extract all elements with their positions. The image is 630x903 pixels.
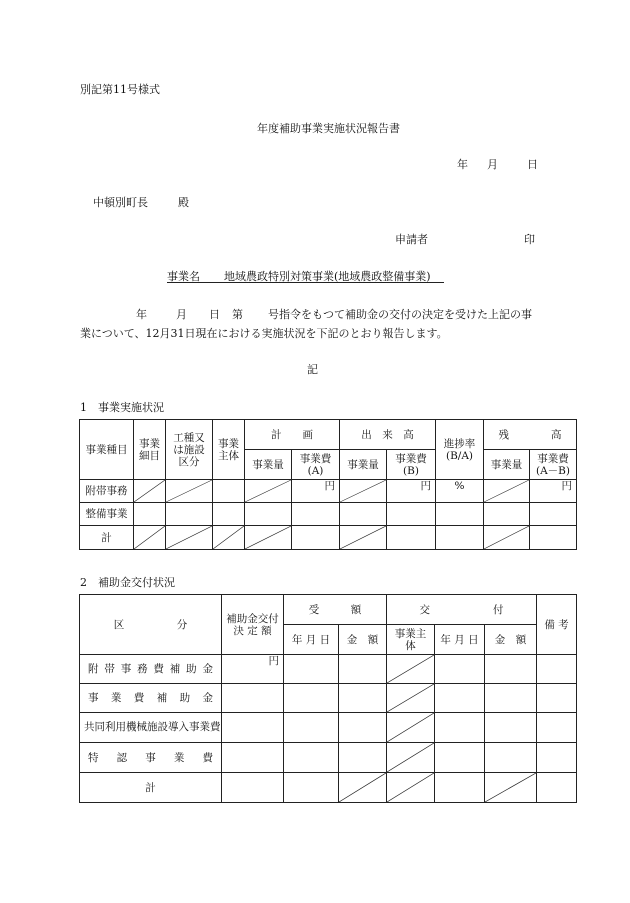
header-detail: 事業 細目 [134, 420, 166, 480]
header-plan-cost: 事業費 (A) [292, 450, 340, 480]
header-work: 工種又 は施設 区分 [166, 420, 213, 480]
table-cell [436, 503, 484, 526]
header-grant-date: 年 月 日 [435, 625, 485, 655]
header-remarks: 備 考 [537, 595, 577, 655]
table-cell [435, 684, 485, 713]
table-cell [339, 684, 387, 713]
table-cell [292, 503, 340, 526]
header-received-amount: 金 額 [339, 625, 387, 655]
header-done-cost: 事業費 (B) [387, 450, 436, 480]
row-label: 整備事業 [80, 503, 134, 526]
slash-cell [387, 655, 435, 684]
row-label: 附帯事務 [80, 480, 134, 503]
row-label: 特認事業費 [80, 743, 222, 773]
body-month: 月 [176, 308, 187, 321]
row-label: 計 [80, 773, 222, 803]
body-line2: 業について、12月31日現在における実施状況を下記のとおり報告します。 [80, 327, 448, 340]
header-grant: 交 付 [387, 595, 537, 625]
yen-unit: 円 [222, 655, 284, 684]
table-cell [222, 684, 284, 713]
table-cell [166, 503, 213, 526]
table-cell [245, 503, 292, 526]
body-dai: 第 [232, 308, 243, 321]
header-type: 事業種目 [80, 420, 134, 480]
date-year-label: 年 [457, 158, 468, 171]
table-row [80, 480, 577, 503]
header-kubun: 区 分 [80, 595, 222, 655]
header-rest-qty: 事業量 [484, 450, 530, 480]
table-cell [435, 655, 485, 684]
row-label: 附帯事務費補助金 [80, 655, 222, 684]
table-cell [484, 503, 530, 526]
table-cell [435, 743, 485, 773]
table-cell [436, 526, 484, 550]
header-done: 出 来 高 [340, 420, 436, 450]
header-plan-qty: 事業量 [245, 450, 292, 480]
header-entity: 事業 主体 [213, 420, 245, 480]
yen-unit: 円 [387, 480, 436, 503]
slash-cell [484, 480, 530, 503]
project-name: 地域農政特別対策事業(地域農政整備事業) [224, 270, 431, 283]
implementation-status-table [79, 419, 577, 550]
table-row [80, 713, 577, 743]
slash-cell [166, 480, 213, 503]
subsidy-status-table [79, 594, 577, 803]
slash-cell [387, 684, 435, 713]
section2-title: 2 補助金交付状況 [80, 576, 175, 589]
header-rate: 進捗率 (B/A) [436, 420, 484, 480]
form-number: 別記第11号様式 [80, 83, 160, 96]
table-row [80, 773, 577, 803]
body-line1-rest: 号指令をもつて補助金の交付の決定を受けた上記の事 [268, 308, 532, 321]
ki-heading: 記 [307, 363, 318, 376]
report-title: 年度補助事業実施状況報告書 [257, 122, 400, 135]
yen-unit: 円 [530, 480, 577, 503]
addressee: 中頓別町長 [93, 196, 148, 209]
slash-cell [484, 526, 530, 550]
table-cell [213, 503, 245, 526]
table-cell [485, 743, 537, 773]
table-cell [284, 773, 339, 803]
table-cell [134, 503, 166, 526]
header-received: 受 額 [284, 595, 387, 625]
header-decision: 補助金交付 決 定 額 [222, 595, 284, 655]
table-row [80, 684, 577, 713]
section1-title: 1 事業実施状況 [80, 401, 164, 414]
table-cell [222, 743, 284, 773]
body-year: 年 [136, 308, 147, 321]
table-cell [292, 526, 340, 550]
slash-cell [387, 713, 435, 743]
slash-cell [245, 526, 292, 550]
slash-cell [134, 480, 166, 503]
table-cell [339, 713, 387, 743]
percent-unit: % [436, 480, 484, 503]
slash-cell [340, 526, 387, 550]
row-label: 事業費補助金 [80, 684, 222, 713]
header-received-date: 年 月 日 [284, 625, 339, 655]
slash-cell [387, 743, 435, 773]
table-cell [284, 684, 339, 713]
slash-cell [134, 526, 166, 550]
table-cell [284, 743, 339, 773]
table-cell [485, 684, 537, 713]
table-cell [537, 713, 577, 743]
date-month-label: 月 [487, 158, 498, 171]
table-cell [435, 713, 485, 743]
table-row [80, 503, 577, 526]
slash-cell [340, 480, 387, 503]
row-label: 共同利用機械施設導入事業費 [80, 713, 222, 743]
table-row [80, 655, 577, 684]
table-cell [530, 526, 577, 550]
table-row [80, 743, 577, 773]
table-cell [339, 655, 387, 684]
table-cell [213, 480, 245, 503]
table-cell [537, 655, 577, 684]
table-cell [222, 773, 284, 803]
slash-cell [245, 480, 292, 503]
header-grant-amount: 金 額 [485, 625, 537, 655]
row-label: 計 [80, 526, 134, 550]
table-cell [284, 655, 339, 684]
table-cell [339, 743, 387, 773]
slash-cell [387, 773, 435, 803]
header-grant-entity: 事業主 体 [387, 625, 435, 655]
body-day: 日 [209, 308, 220, 321]
table-cell [284, 713, 339, 743]
table-cell [387, 503, 436, 526]
applicant-label: 申請者 [395, 233, 428, 246]
yen-unit: 円 [292, 480, 340, 503]
table-cell [537, 684, 577, 713]
table-cell [537, 743, 577, 773]
slash-cell [213, 526, 245, 550]
table-cell [387, 526, 436, 550]
slash-cell [339, 773, 387, 803]
header-rest-cost: 事業費 (A－B) [530, 450, 577, 480]
date-day-label: 日 [527, 158, 538, 171]
header-plan: 計 画 [245, 420, 340, 450]
table-row [80, 526, 577, 550]
table-cell [435, 773, 485, 803]
table-cell [485, 655, 537, 684]
table-cell [340, 503, 387, 526]
table-cell [485, 713, 537, 743]
header-done-qty: 事業量 [340, 450, 387, 480]
slash-cell [166, 526, 213, 550]
table-cell [530, 503, 577, 526]
table-cell [537, 773, 577, 803]
header-rest: 残 高 [484, 420, 577, 450]
seal-mark: 印 [524, 233, 535, 246]
table-cell [222, 713, 284, 743]
slash-cell [485, 773, 537, 803]
honorific: 殿 [178, 196, 189, 209]
project-label: 事業名 [167, 270, 200, 283]
